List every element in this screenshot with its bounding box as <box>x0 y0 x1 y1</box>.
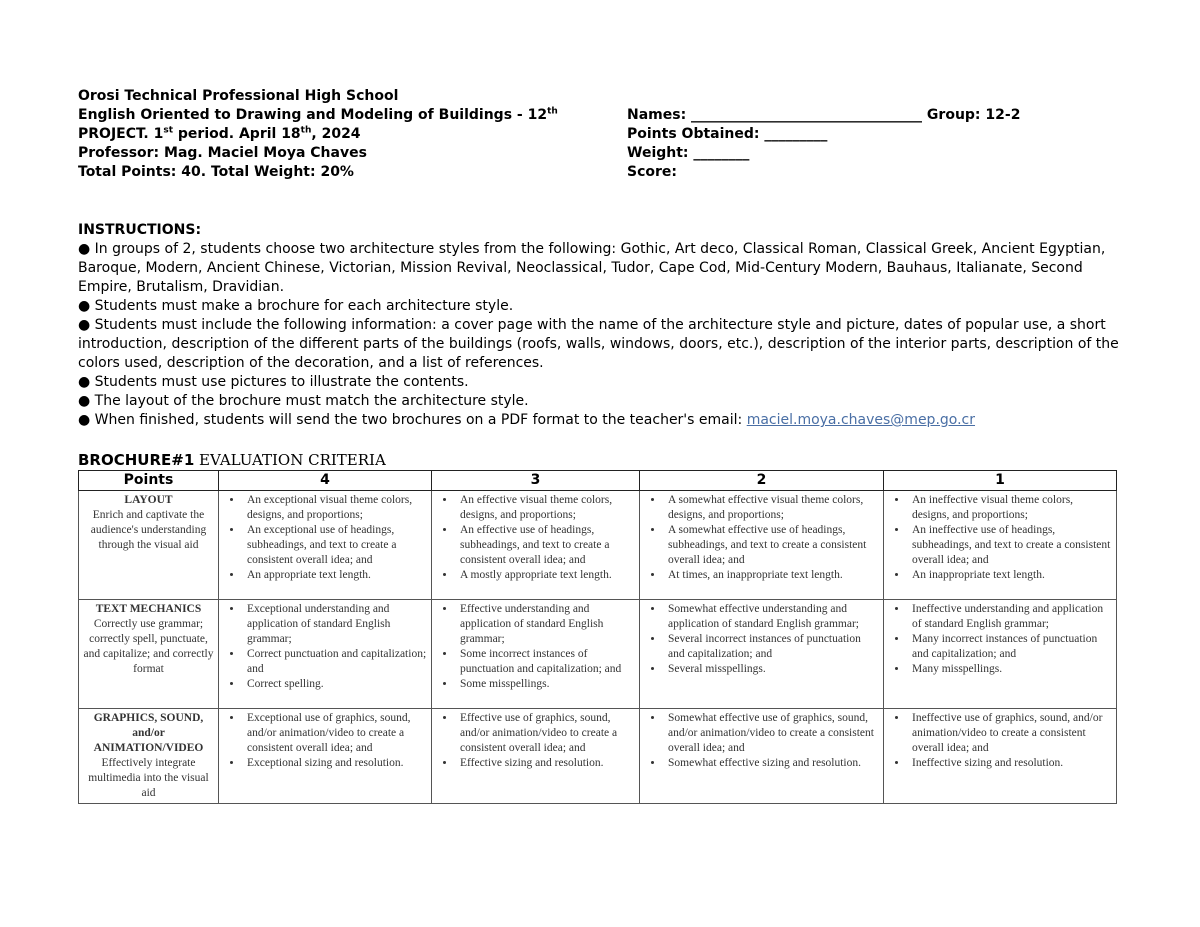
project-text-c: , 2024 <box>311 126 361 142</box>
rubric-item: • A somewhat effective visual theme colors, designs, and proportions; <box>664 493 879 523</box>
professor-line: Professor: Mag. Maciel Moya Chaves <box>78 145 367 161</box>
rubric-cell-1 <box>884 709 1117 804</box>
rubric-table <box>78 470 1117 804</box>
rubric-cell-4 <box>219 600 432 709</box>
criterion-name: TEXT MECHANICS <box>95 603 202 615</box>
rubric-item: • An appropriate text length. <box>243 568 427 583</box>
rubric-cell-2 <box>640 600 884 709</box>
rubric-item: • Several misspellings. <box>664 662 879 677</box>
rubric-cell-1 <box>884 600 1117 709</box>
rubric-header-row <box>79 471 1117 491</box>
rubric-item: • An inappropriate text length. <box>908 568 1112 583</box>
rubric-row-text-mechanics <box>79 600 1117 709</box>
rubric-cell-3 <box>432 709 640 804</box>
rubric-item: • Ineffective use of graphics, sound, and/or animation/video to create a consistent overall idea; and <box>908 711 1112 756</box>
rubric-item: • Somewhat effective use of graphics, sound, and/or animation/video to create a consistent overall idea; and <box>664 711 879 756</box>
instruction-item <box>78 411 1128 430</box>
instruction-item: ● Students must include the following information: a cover page with the name of the architecture style and picture, dates of popular use, a short introduction, description of the different parts of the buildings (roofs, walls, windows, doors, etc.), description of the interior parts, description of the colors used, description of the decoration, and a list of references. <box>78 316 1128 373</box>
rubric-item: • An exceptional visual theme colors, designs, and proportions; <box>243 493 427 523</box>
instruction-email-text: When finished, students will send the two brochures on a PDF format to the teacher's email: <box>94 412 747 428</box>
criteria-title-brochure: BROCHURE#1 <box>78 451 195 469</box>
weight-field: Weight: ________ <box>627 145 750 161</box>
rubric-cell-2 <box>640 491 884 600</box>
rubric-header-4: 4 <box>219 471 432 491</box>
criterion-desc: Enrich and captivate the audience's understanding through the visual aid <box>90 509 207 551</box>
instructions-title: INSTRUCTIONS: <box>78 222 202 238</box>
rubric-header-1: 1 <box>884 471 1117 491</box>
criterion-cell <box>79 709 219 804</box>
course-title-text: English Oriented to Drawing and Modeling of Buildings - 12 <box>78 107 548 123</box>
totals-line: Total Points: 40. Total Weight: 20% <box>78 164 354 180</box>
rubric-row-graphics <box>79 709 1117 804</box>
rubric-cell-4 <box>219 491 432 600</box>
rubric-item: • Effective sizing and resolution. <box>456 756 635 771</box>
instruction-item: ● In groups of 2, students choose two architecture styles from the following: Gothic, Art deco, Classical Roman, Classical Greek, Ancient Egyptian, Baroque, Modern, Ancient Chinese, Victorian, Mission Revival, Neoclassical, Tudor, Cape Cod, Mid-Century Modern, Bauhaus, Italianate, Second Empire, Brutalism, Dravidian. <box>78 240 1128 297</box>
instruction-item: ● Students must use pictures to illustrate the contents. <box>78 373 1128 392</box>
project-text-a: PROJECT. 1 <box>78 126 164 142</box>
criterion-desc: Effectively integrate multimedia into the visual aid <box>88 757 209 799</box>
rubric-item: • An ineffective use of headings, subheadings, and text to create a consistent overall idea; and <box>908 523 1112 568</box>
course-title <box>78 106 558 125</box>
header-left <box>78 87 558 182</box>
rubric-item: • Correct spelling. <box>243 677 427 692</box>
rubric-item: • A mostly appropriate text length. <box>456 568 635 583</box>
rubric-item: • Effective understanding and application of standard English grammar; <box>456 602 635 647</box>
course-title-sup: th <box>547 106 558 117</box>
rubric-item: • Exceptional sizing and resolution. <box>243 756 427 771</box>
rubric-item: • Correct punctuation and capitalization; and <box>243 647 427 677</box>
header-right <box>627 106 1020 182</box>
rubric-item: • Some misspellings. <box>456 677 635 692</box>
instruction-item: ● Students must make a brochure for each architecture style. <box>78 297 1128 316</box>
rubric-cell-3 <box>432 600 640 709</box>
rubric-header-2: 2 <box>640 471 884 491</box>
criterion-desc: Correctly use grammar; correctly spell, punctuate, and capitalize; and correctly format <box>83 618 214 675</box>
rubric-header-points: Points <box>79 471 219 491</box>
score-field: Score: <box>627 164 677 180</box>
rubric-item: • An ineffective visual theme colors, designs, and proportions; <box>908 493 1112 523</box>
rubric-item: • Ineffective sizing and resolution. <box>908 756 1112 771</box>
rubric-cell-3 <box>432 491 640 600</box>
project-line <box>78 125 558 144</box>
rubric-cell-4 <box>219 709 432 804</box>
rubric-item: • Effective use of graphics, sound, and/or animation/video to create a consistent overall idea; and <box>456 711 635 756</box>
rubric-item: • Ineffective understanding and application of standard English grammar; <box>908 602 1112 632</box>
criterion-name: GRAPHICS, SOUND, and/or ANIMATION/VIDEO <box>93 712 204 754</box>
project-text-b: period. April 18 <box>173 126 301 142</box>
rubric-item: • At times, an inappropriate text length. <box>664 568 879 583</box>
rubric-item: • Exceptional use of graphics, sound, and/or animation/video to create a consistent overall idea; and <box>243 711 427 756</box>
rubric-item: • Exceptional understanding and application of standard English grammar; <box>243 602 427 647</box>
rubric-item: • An effective visual theme colors, designs, and proportions; <box>456 493 635 523</box>
project-sup-1: st <box>163 125 174 136</box>
instructions <box>78 221 1128 430</box>
names-field: Names: _________________________________ Group: 12-2 <box>627 107 1021 123</box>
points-obtained-field: Points Obtained: _________ <box>627 126 828 142</box>
rubric-item: • Many incorrect instances of punctuation and capitalization; and <box>908 632 1112 662</box>
criterion-cell <box>79 491 219 600</box>
criteria-title-text: EVALUATION CRITERIA <box>194 451 386 469</box>
rubric-item: • An exceptional use of headings, subheadings, and text to create a consistent overall idea; and <box>243 523 427 568</box>
rubric-item: • Many misspellings. <box>908 662 1112 677</box>
teacher-email-link[interactable]: maciel.moya.chaves@mep.go.cr <box>746 412 976 428</box>
rubric-item: • Some incorrect instances of punctuation and capitalization; and <box>456 647 635 677</box>
rubric-row-layout <box>79 491 1117 600</box>
school-name: Orosi Technical Professional High School <box>78 88 399 104</box>
instruction-item: ● The layout of the brochure must match the architecture style. <box>78 392 1128 411</box>
rubric-item: • Somewhat effective sizing and resolution. <box>664 756 879 771</box>
rubric-cell-2 <box>640 709 884 804</box>
criterion-cell <box>79 600 219 709</box>
rubric-item: • An effective use of headings, subheadings, and text to create a consistent overall idea; and <box>456 523 635 568</box>
rubric-item: • Somewhat effective understanding and application of standard English grammar; <box>664 602 879 632</box>
criterion-name: LAYOUT <box>124 494 173 506</box>
project-sup-2: th <box>300 125 312 136</box>
rubric-header-3: 3 <box>432 471 640 491</box>
rubric-cell-1 <box>884 491 1117 600</box>
rubric-item: • Several incorrect instances of punctuation and capitalization; and <box>664 632 879 662</box>
criteria-title <box>78 451 386 471</box>
rubric-item: • A somewhat effective use of headings, subheadings, and text to create a consistent overall idea; and <box>664 523 879 568</box>
